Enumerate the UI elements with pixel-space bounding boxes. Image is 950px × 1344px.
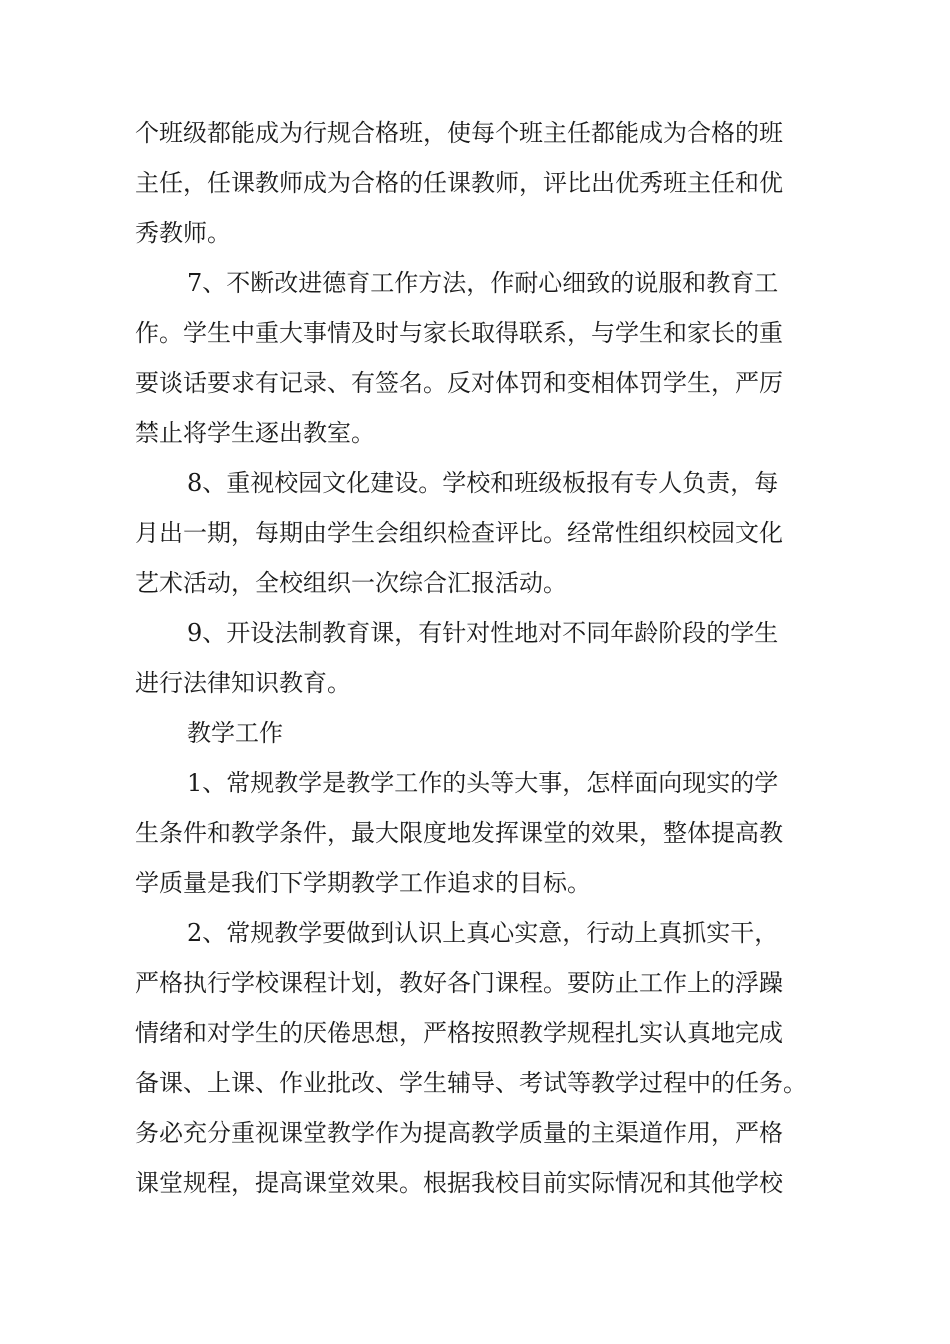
- paragraph-start-line: 9、开设法制教育课，有针对性地对不同年龄阶段的学生: [187, 619, 779, 647]
- text-line: 禁止将学生逐出教室。: [135, 419, 375, 447]
- text-line: 作。学生中重大事情及时与家长取得联系，与学生和家长的重: [135, 319, 783, 347]
- text-line: 秀教师。: [135, 219, 231, 247]
- paragraph-start-line: 2、常规教学要做到认识上真心实意，行动上真抓实干，: [187, 919, 779, 947]
- paragraph-start-line: 8、重视校园文化建设。学校和班级板报有专人负责，每: [187, 469, 779, 497]
- text-line: 主任，任课教师成为合格的任课教师，评比出优秀班主任和优: [135, 169, 783, 197]
- text-line: 备课、上课、作业批改、学生辅导、考试等教学过程中的任务。: [135, 1069, 807, 1097]
- paragraph-start-line: 7、不断改进德育工作方法，作耐心细致的说服和教育工: [187, 269, 779, 297]
- section-heading: 教学工作: [187, 719, 283, 747]
- text-line: 艺术活动，全校组织一次综合汇报活动。: [135, 569, 567, 597]
- text-line: 课堂规程，提高课堂效果。根据我校目前实际情况和其他学校: [135, 1169, 783, 1197]
- text-line: 学质量是我们下学期教学工作追求的目标。: [135, 869, 591, 897]
- text-line: 情绪和对学生的厌倦思想，严格按照教学规程扎实认真地完成: [135, 1019, 783, 1047]
- paragraph-start-line: 1、常规教学是教学工作的头等大事，怎样面向现实的学: [187, 769, 779, 797]
- text-line: 生条件和教学条件，最大限度地发挥课堂的效果，整体提高教: [135, 819, 783, 847]
- text-line: 要谈话要求有记录、有签名。反对体罚和变相体罚学生，严厉: [135, 369, 783, 397]
- text-line: 严格执行学校课程计划，教好各门课程。要防止工作上的浮躁: [135, 969, 783, 997]
- text-line: 个班级都能成为行规合格班，使每个班主任都能成为合格的班: [135, 119, 783, 147]
- text-line: 月出一期，每期由学生会组织检查评比。经常性组织校园文化: [135, 519, 783, 547]
- text-line: 务必充分重视课堂教学作为提高教学质量的主渠道作用，严格: [135, 1119, 783, 1147]
- text-line: 进行法律知识教育。: [135, 669, 351, 697]
